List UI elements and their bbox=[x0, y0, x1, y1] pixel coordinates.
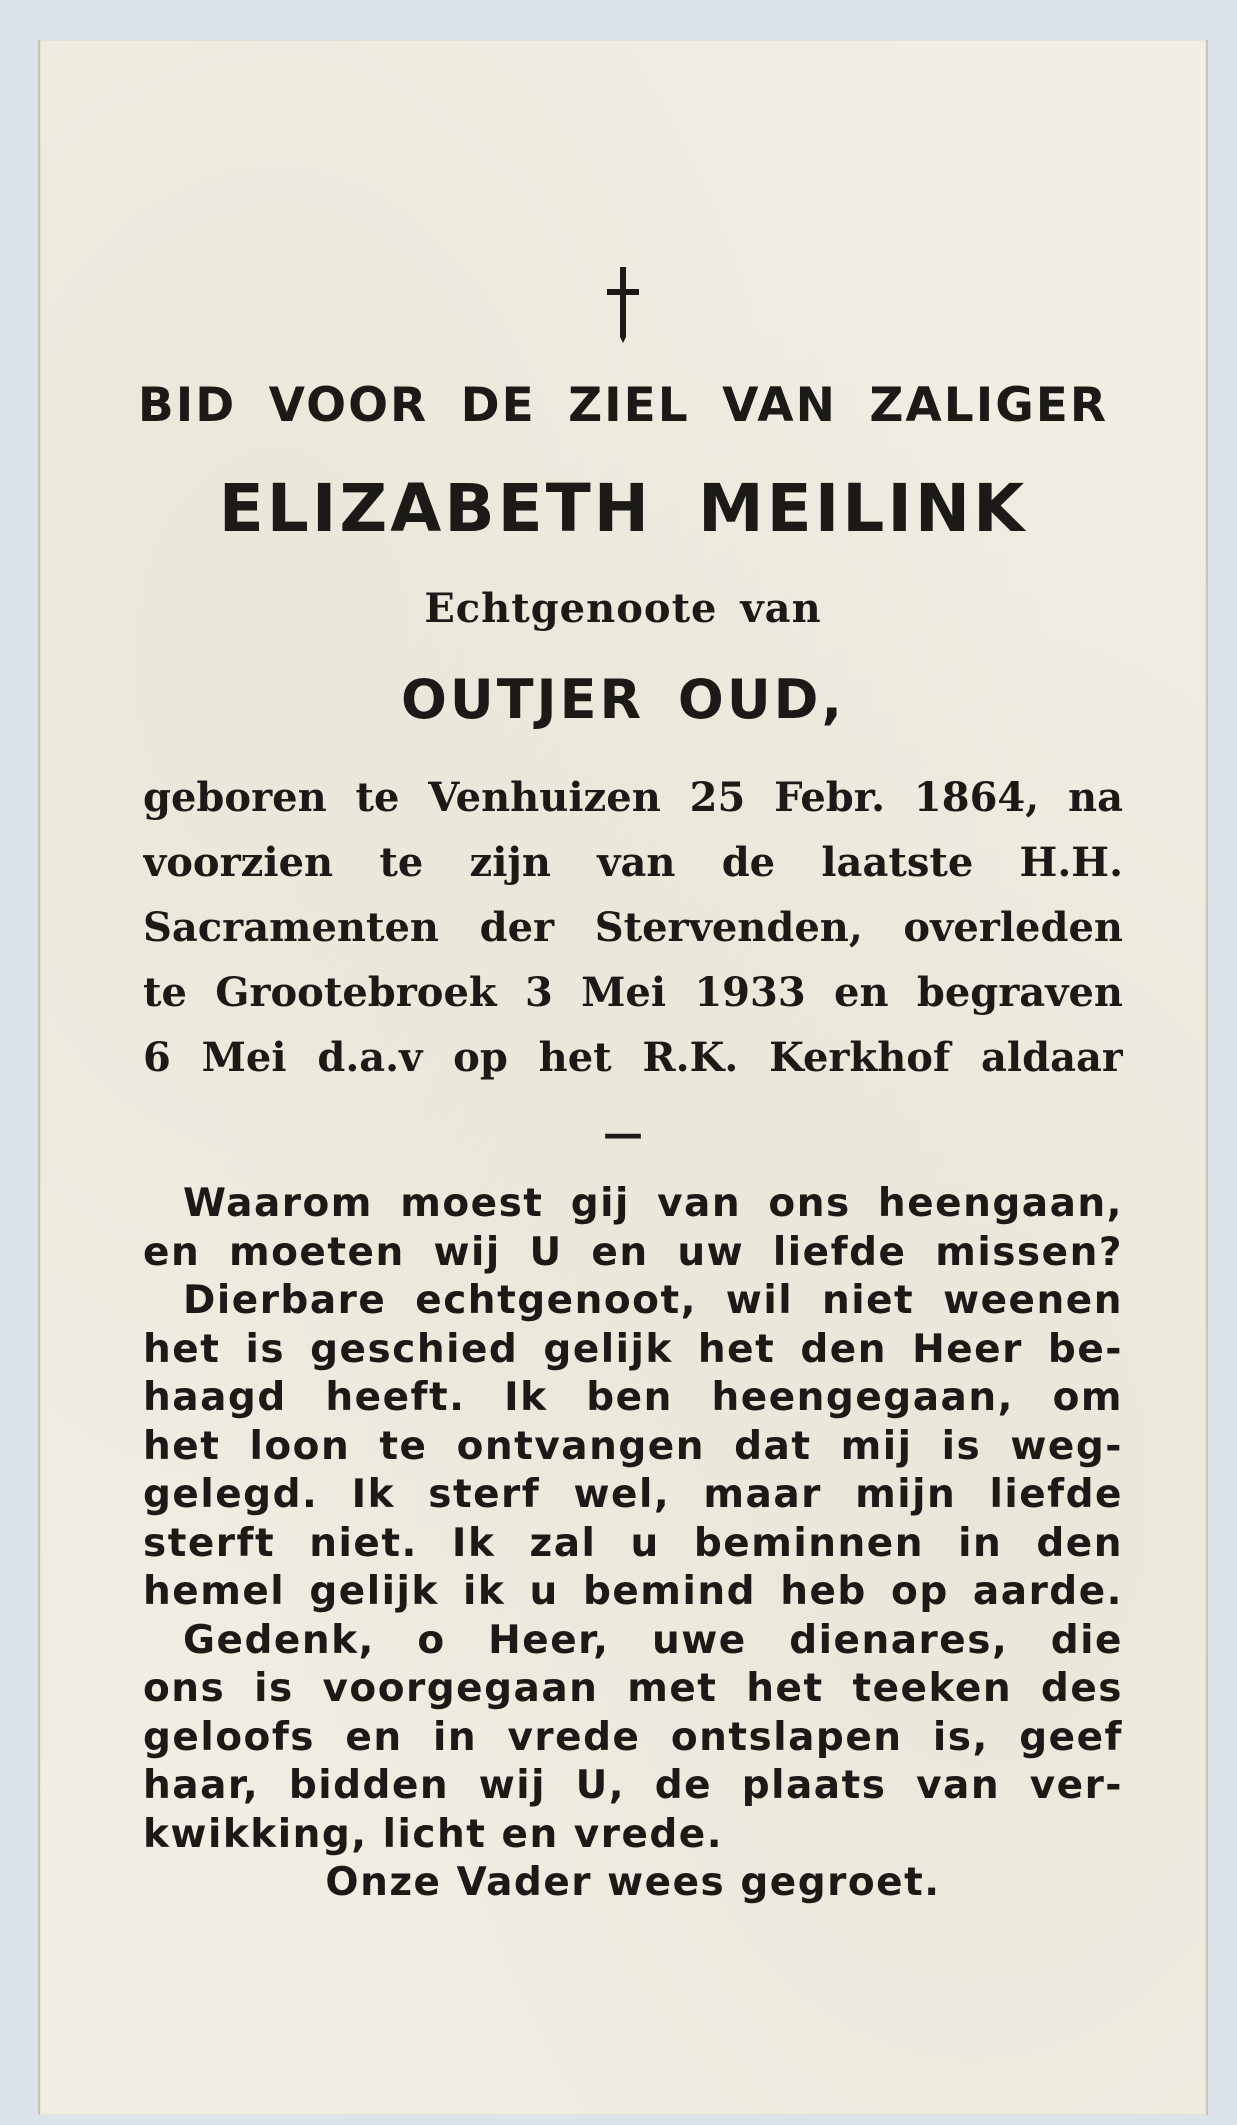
deceased-name: ELIZABETH MEILINK bbox=[218, 470, 1028, 547]
bio-line: voorzien te zijn van de laatste H.H. bbox=[143, 839, 1123, 886]
bio-line: Sacramenten der Stervenden, overleden bbox=[143, 904, 1123, 951]
cross-icon bbox=[40, 265, 1206, 345]
separator-dash: — bbox=[603, 1110, 643, 1157]
poem-line: het is geschied gelijk het den Heer be- bbox=[143, 1326, 1123, 1372]
poem-line: het loon te ontvangen dat mij is weg- bbox=[143, 1423, 1123, 1469]
closing-prayer: Onze Vader wees gegroet. bbox=[325, 1860, 941, 1905]
bio-line: geboren te Venhuizen 25 Febr. 1864, na bbox=[143, 774, 1123, 821]
spouse-name: OUTJER OUD, bbox=[400, 668, 846, 731]
poem-line: gelegd. Ik sterf wel, maar mijn liefde bbox=[143, 1472, 1123, 1517]
poem-line: geloofs en in vrede ontslapen is, geef bbox=[143, 1714, 1123, 1760]
poem-line: haagd heeft. Ik ben heengegaan, om bbox=[143, 1375, 1123, 1420]
spouse-label: Echtgenoote van bbox=[424, 585, 822, 632]
prayer-heading: BID VOOR DE ZIEL VAN ZALIGER bbox=[137, 378, 1109, 433]
poem-line: ons is voorgegaan met het teeken des bbox=[143, 1666, 1123, 1711]
memorial-poem bbox=[143, 1180, 1123, 1908]
poem-line: kwikking, licht en vrede. bbox=[143, 1811, 724, 1857]
poem-line: sterft niet. Ik zal u beminnen in den bbox=[143, 1520, 1123, 1566]
poem-line: Dierbare echtgenoot, wil niet weenen bbox=[183, 1278, 1123, 1323]
biography bbox=[143, 765, 1123, 1090]
bio-line: 6 Mei d.a.v op het R.K. Kerkhof aldaar bbox=[143, 1034, 1123, 1081]
poem-line: Gedenk, o Heer, uwe dienares, die bbox=[183, 1617, 1123, 1663]
poem-line: hemel gelijk ik u bemind heb op aarde. bbox=[143, 1569, 1123, 1614]
memorial-card bbox=[38, 40, 1208, 2115]
bio-line: te Grootebroek 3 Mei 1933 en begraven bbox=[143, 969, 1123, 1016]
poem-line: haar, bidden wij U, de plaats van ver- bbox=[143, 1763, 1123, 1808]
poem-line: en moeten wij U en uw liefde missen? bbox=[143, 1229, 1123, 1275]
poem-line: Waarom moest gij van ons heengaan, bbox=[183, 1181, 1123, 1226]
